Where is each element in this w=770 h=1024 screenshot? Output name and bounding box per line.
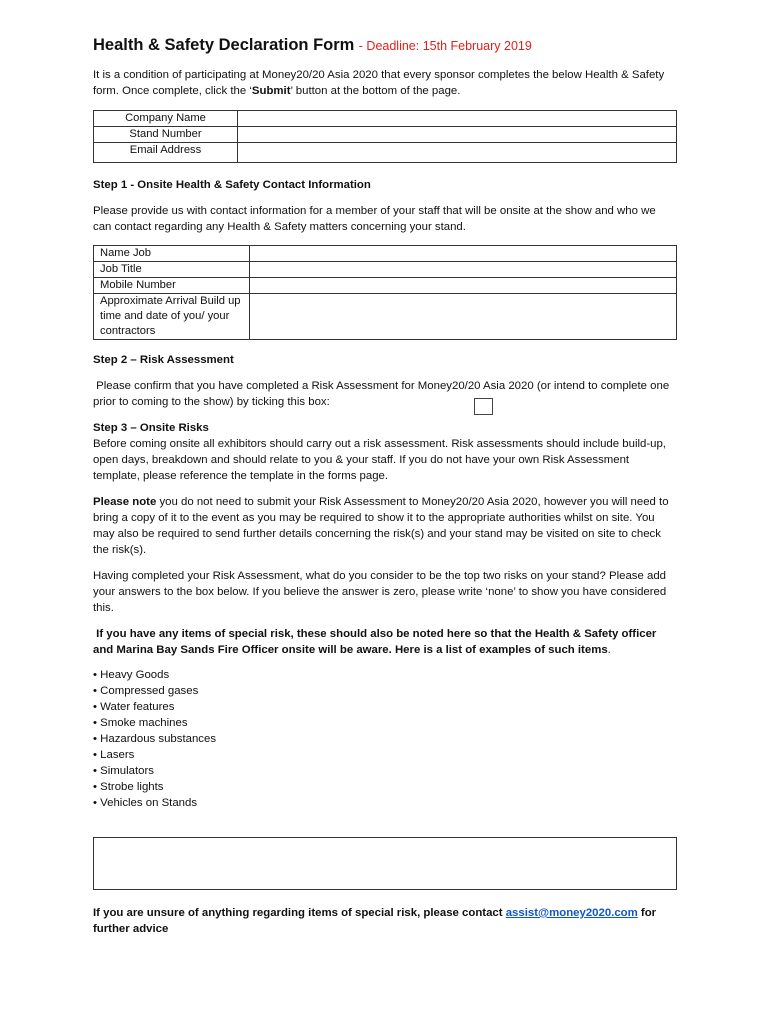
list-item: • Hazardous substances	[93, 733, 217, 745]
company-name-field[interactable]	[238, 111, 677, 127]
step1-text: Please provide us with contact information for a member of your staff that will be onsite at the show and who we can contact regarding any Health & Safety matters concerning your stand.	[93, 205, 656, 233]
step2-text: Please confirm that you have completed a Risk Assessment for Money20/20 Asia 2020 (or intend to complete one prior to coming to the show) by ticking this box:	[93, 380, 673, 408]
step3-text: Before coming onsite all exhibitors should carry out a risk assessment. Risk assessments should include build-up, open days, breakdown and should relate to you & your staff. If you do not have your own Risk Assessment template, please reference the template in the forms page.	[93, 438, 666, 482]
list-item: • Compressed gases	[93, 685, 199, 697]
submit-word: Submit	[251, 85, 291, 97]
step1-heading	[93, 177, 677, 193]
mobile-number-field[interactable]	[250, 278, 677, 294]
name-job-field[interactable]	[250, 246, 677, 262]
stand-number-field[interactable]	[238, 127, 677, 143]
form-title: Health & Safety Declaration Form	[93, 36, 355, 54]
risk-assessment-checkbox[interactable]	[474, 398, 493, 415]
intro-text-after: ’ button at the bottom of the page.	[290, 85, 461, 97]
list-item: • Smoke machines	[93, 717, 188, 729]
table-row	[94, 143, 677, 163]
table-row	[94, 278, 677, 294]
company-table	[93, 110, 677, 163]
footer-text-before: If you are unsure of anything regarding items of special risk, please contact	[93, 907, 506, 919]
step2-heading	[93, 352, 677, 368]
contact-table	[93, 245, 677, 340]
mobile-number-label: Mobile Number	[94, 278, 250, 294]
step1-heading-text: Step 1 - Onsite Health & Safety Contact Information	[93, 179, 371, 191]
contact-email-link[interactable]: assist@money2020.com	[505, 907, 638, 919]
step2-heading-text: Step 2 – Risk Assessment	[93, 354, 234, 366]
table-row	[94, 294, 677, 340]
special-risk-paragraph	[93, 626, 677, 658]
deadline-text: - Deadline: 15th February 2019	[358, 39, 532, 53]
stand-number-label: Stand Number	[94, 127, 238, 143]
list-item: • Simulators	[93, 765, 154, 777]
please-note-bold: Please note	[93, 496, 157, 508]
job-title-field[interactable]	[250, 262, 677, 278]
email-address-field[interactable]	[238, 143, 677, 163]
special-risk-end: .	[607, 644, 611, 656]
please-note-text: you do not need to submit your Risk Assessment to Money20/20 Asia 2020, however you will need to bring a copy of it to the event as you may be required to show it to the appropriate authorities whilst on site. You may also be required to send further details concerning the risk(s) and your stand may be visited on site to check the risk(s).	[93, 496, 669, 556]
list-item: • Strobe lights	[93, 781, 164, 793]
arrival-time-field[interactable]	[250, 294, 677, 340]
table-row	[94, 246, 677, 262]
intro-paragraph	[93, 67, 677, 99]
step3-heading	[93, 420, 677, 436]
top-risks-question: Having completed your Risk Assessment, what do you consider to be the top two risks on your stand? Please add your answers to the box below. If you believe the answer is zero, please write ‘none’ to show you have considered this.	[93, 570, 667, 614]
special-risk-list	[93, 667, 216, 811]
table-row	[94, 262, 677, 278]
job-title-label: Job Title	[94, 262, 250, 278]
name-job-label: Name Job	[94, 246, 250, 262]
special-risk-bold: If you have any items of special risk, these should also be noted here so that the Health & Safety officer and Marina Bay Sands Fire Officer onsite will be aware. Here is a list of examples of such items	[93, 628, 660, 656]
table-row	[94, 111, 677, 127]
please-note-paragraph	[93, 494, 677, 558]
list-item: • Water features	[93, 701, 175, 713]
intro-text-before: It is a condition of participating at Money20/20 Asia 2020 that every sponsor completes the below Health & Safety form. Once complete, click the ‘	[93, 69, 665, 97]
title-row	[93, 36, 532, 55]
list-item: • Heavy Goods	[93, 669, 170, 681]
footer-text-after: for further advice	[93, 907, 657, 935]
footer-paragraph	[93, 905, 677, 937]
top-risks-answer-box[interactable]	[93, 837, 677, 890]
list-item: • Lasers	[93, 749, 135, 761]
email-address-label: Email Address	[94, 143, 238, 163]
company-name-label: Company Name	[94, 111, 238, 127]
step3-heading-text: Step 3 – Onsite Risks	[93, 422, 209, 434]
list-item: • Vehicles on Stands	[93, 797, 198, 809]
table-row	[94, 127, 677, 143]
arrival-time-label: Approximate Arrival Build up time and date of you/ your contractors	[94, 294, 250, 340]
